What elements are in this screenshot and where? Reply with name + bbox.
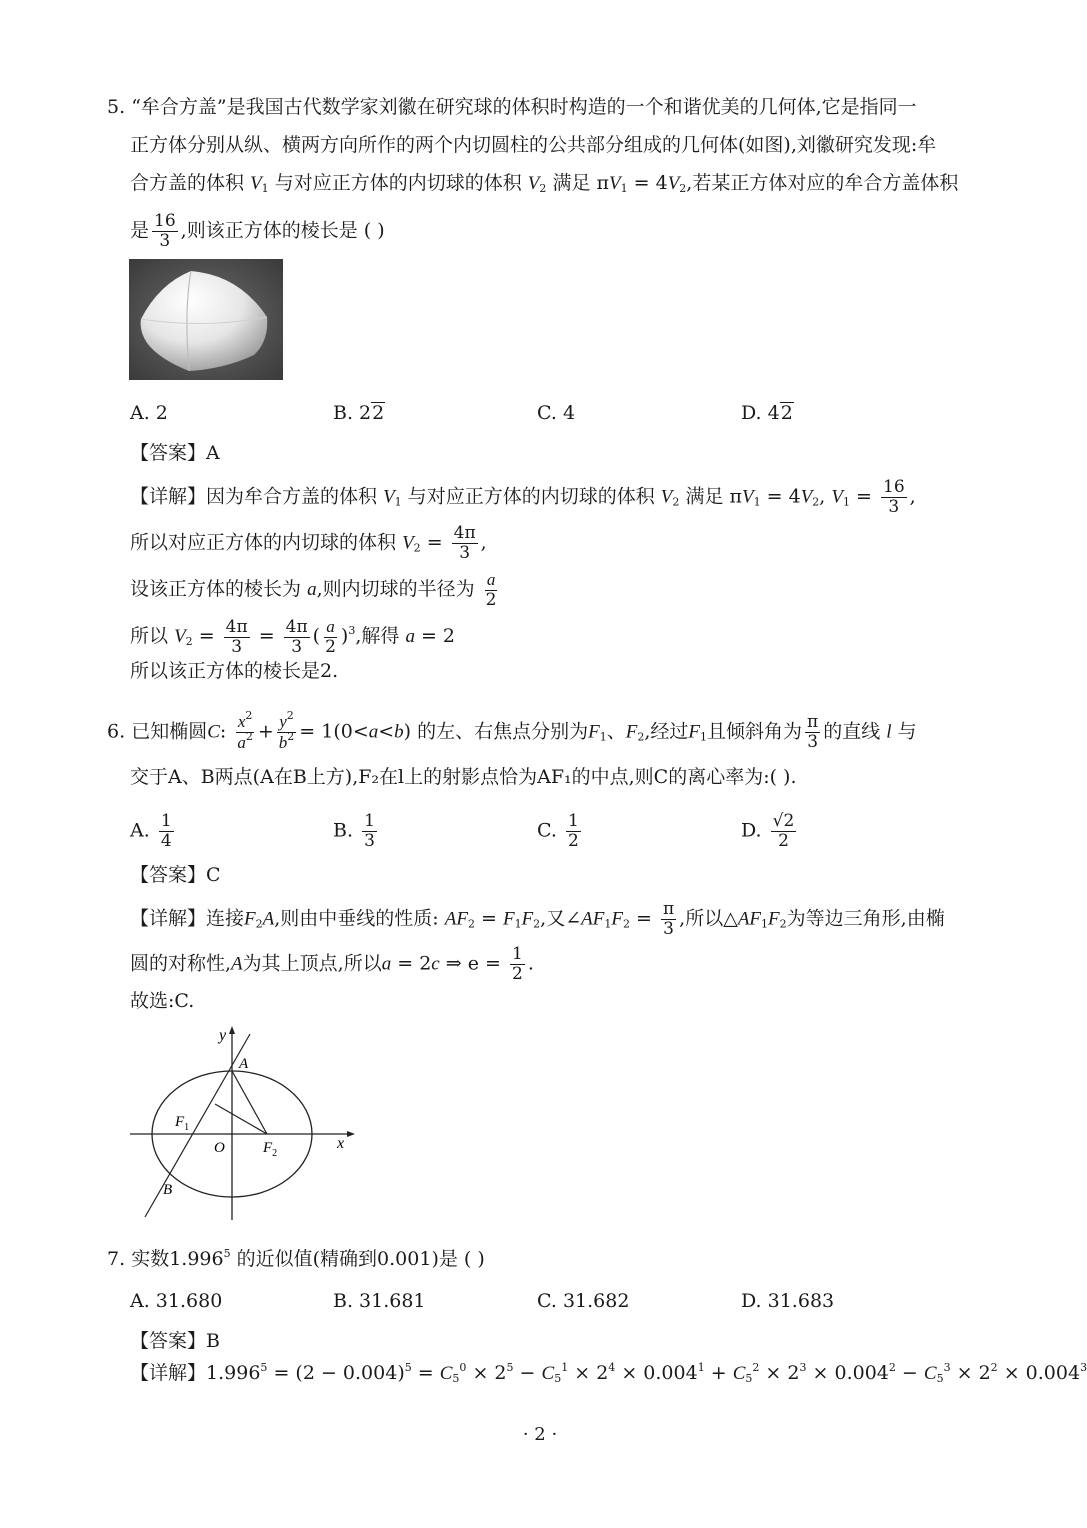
x-label: x [337,1135,345,1152]
q6-option-a: A. $\frac{1}{4}$ [130,811,172,851]
q6-answer: 【答案】C [130,864,221,886]
q5-answer: 【答案】A [130,442,220,464]
q7-option-b: B. 31.681 [333,1290,426,1312]
f2-label: $F_2$ [263,1140,278,1159]
q7-option-a: A. 31.680 [130,1290,223,1312]
q5-line-4: 是 $\frac{16}{3}$ ,则该正方体的棱长是 ( ) [130,211,385,251]
q5-detail-3: 设该正方体的棱长为 a,则内切球的半径为 $\frac{a}{2}$ [130,570,497,610]
q7-detail-1: 【详解】$1.996^5 = (2 - 0.004)^5 = C_5^0 \times 2^5 - C_5^1 \times 2^4 \times 0.004^1 + C_5^2 \times 2^3 \times 0.004^2 - C_5^3 \times 2^2 \times 0.004^3$ [130,1361,1087,1385]
q5-line-2: 正方体分别从纵、横两方向所作的两个内切圆柱的公共部分组成的几何体(如图),刘徽研究发现:牟 [130,134,937,156]
q6-option-d: D. $\frac{√2}{2}$ [741,811,795,851]
q5-option-c: C. 4 [537,402,576,424]
q7-option-d: D. 31.683 [741,1290,835,1312]
page-number: · 2 · [522,1424,558,1445]
q6-line-2: 交于A、B两点(A在B上方),F₂在l上的射影点恰为AF₁的中点,则C的离心率为:( ). [130,766,797,788]
ellipse-diagram [125,1022,365,1222]
q6-option-b: B. $\frac{1}{3}$ [333,811,375,851]
q7-answer: 【答案】B [130,1330,220,1352]
q5-detail-2: 所以对应正方体的内切球的体积 $V_2$ = $\frac{4\pi}{3}$ , [130,523,487,563]
q7-option-c: C. 31.682 [537,1290,630,1312]
q6-line-1: 6. 已知椭圆C: $\frac{x^2}{a^2}$ + $\frac{y^2}{b^2}$ = 1(0<a<b) 的左、右焦点分别为$F_1$、$F_2$,经过$F_1$且倾斜角为 $\frac{\pi}{3}$ 的直线 l 与 [107,709,917,752]
q6-detail-2: 圆的对称性,A为其上顶点,所以a = 2c ⇒ e = $\frac{1}{2}$ . [130,944,534,984]
mouhe-fanggai-image [129,259,283,380]
q6-detail-1: 【详解】连接$F_2A$,则由中垂线的性质: $AF_2 = F_1F_2$,又$\angle AF_1F_2$ = $\frac{\pi}{3}$ ,所以$\triangle AF_1F_2$为等边三角形,由椭 [130,899,945,939]
q5-detail-5: 所以该正方体的棱长是2. [130,660,339,682]
line-l [145,1034,250,1217]
q5-line-3: 合方盖的体积 $V_1$ 与对应正方体的内切球的体积 $V_2$ 满足 $\pi V_1 = 4V_2$,若某正方体对应的牟合方盖体积 [130,172,959,195]
f1-label: $F_1$ [175,1114,190,1133]
origin-label: O [214,1140,225,1156]
q5-detail-1: 【详解】因为牟合方盖的体积 $V_1$ 与对应正方体的内切球的体积 $V_2$ 满足 $\pi V_1 = 4V_2$, $V_1$ = $\frac{16}{3}$ , [130,477,916,517]
point-b-label: B [163,1182,173,1198]
q5-line-1: 5. “牟合方盖”是我国古代数学家刘徽在研究球的体积时构造的一个和谐优美的几何体,它是指同一 [107,96,917,118]
q5-option-d: D. 42 [741,402,793,424]
point-a-label: A [239,1056,249,1072]
q5-option-a: A. 2 [130,402,168,424]
q5-detail-4: 所以 $V_2$ = $\frac{4\pi}{3}$ = $\frac{4\pi}{3}$ ( $\frac{a}{2}$ )$^3$,解得 a = 2 [130,616,456,657]
y-label: y [219,1027,227,1044]
q6-option-c: C. $\frac{1}{2}$ [537,811,579,851]
q7-line-1: 7. 实数1.996$^5$ 的近似值(精确到0.001)是 ( ) [107,1247,485,1270]
q6-detail-3: 故选:C. [130,990,195,1012]
q5-option-b: B. 22 [333,402,385,424]
